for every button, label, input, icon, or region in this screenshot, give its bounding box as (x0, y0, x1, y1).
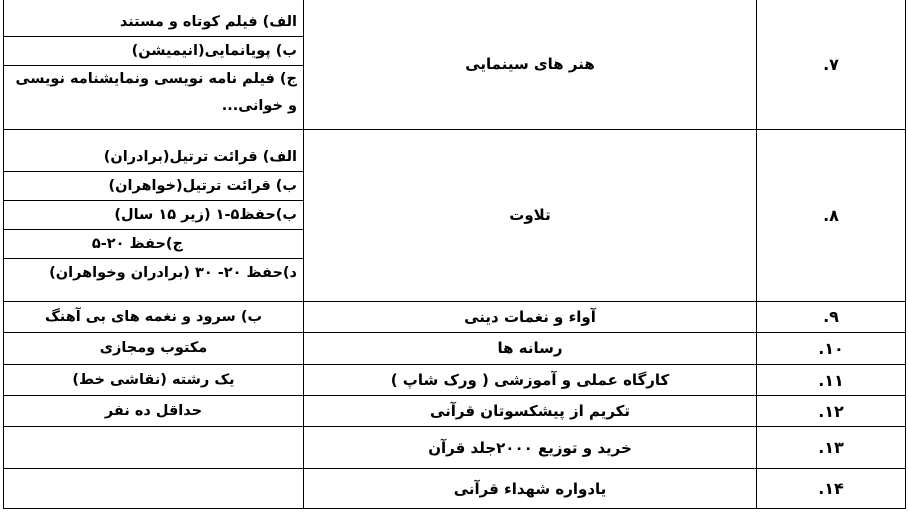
table-row (4, 332, 906, 364)
table-row (4, 302, 906, 332)
table-row (4, 469, 906, 509)
subcategories-cell (4, 426, 304, 469)
row-number: ۱۱. (757, 364, 906, 395)
row-number: ۸. (757, 129, 906, 301)
row-number: ۱۲. (757, 396, 906, 426)
subcategory-item: ج)حفظ ۲۰-۵ (4, 230, 303, 259)
subcategories-cell (4, 0, 304, 129)
row-number: ۷. (757, 0, 906, 129)
subcategories-cell (4, 364, 304, 395)
table-row (4, 0, 906, 129)
subcategories-cell (4, 302, 304, 332)
program-title: آواء و نغمات دینی (304, 302, 757, 332)
subcategories-cell (4, 396, 304, 426)
table-row (4, 129, 906, 301)
subcategory-item: ب) سرود و نغمه های بی آهنگ (44, 308, 263, 325)
subcategory-item: ب) پویانمایی(انیمیشن) (4, 37, 303, 66)
program-table (3, 0, 906, 509)
row-number: ۹. (757, 302, 906, 332)
table-row (4, 396, 906, 426)
row-number: ۱۳. (757, 426, 906, 469)
subcategories-cell (4, 129, 304, 301)
table-row (4, 364, 906, 395)
subcategory-item: یک رشته (نقاشی خط) (72, 372, 235, 389)
subcategories-cell (4, 332, 304, 364)
program-title: هنر های سینمایی (304, 0, 757, 129)
row-number: ۱۰. (757, 332, 906, 364)
subcategory-item: ب) قرائت ترتیل(خواهران) (4, 172, 303, 201)
subcategories-cell (4, 469, 304, 509)
program-title: تکریم از پیشکسوتان قرآنی (304, 396, 757, 426)
subcategory-item: الف) قرائت ترتیل(برادران) (4, 143, 303, 172)
subcategory-item: مکتوب ومجازی (99, 340, 208, 357)
program-title: خرید و توزیع ۲۰۰۰جلد قرآن (304, 426, 757, 469)
subcategory-item: ب)حفظ۵-۱ (زیر ۱۵ سال) (4, 201, 303, 230)
subcategory-item: ج) فیلم نامه نویسی ونمایشنامه نویسی و خوانی... (15, 71, 297, 115)
subcategory-item: الف) فیلم کوتاه و مستند (4, 8, 303, 37)
subcategory-item: د)حفظ ۲۰- ۳۰ (برادران وخواهران) (49, 265, 297, 282)
subcategory-item: حداقل ده نفر (104, 403, 203, 420)
program-title: یادواره شهداء قرآنی (304, 469, 757, 509)
row-number: ۱۴. (757, 469, 906, 509)
program-title: کارگاه عملی و آموزشی ( ورک شاپ ) (304, 364, 757, 395)
program-title: رسانه ها (304, 332, 757, 364)
program-title: تلاوت (304, 129, 757, 301)
table-row (4, 426, 906, 469)
